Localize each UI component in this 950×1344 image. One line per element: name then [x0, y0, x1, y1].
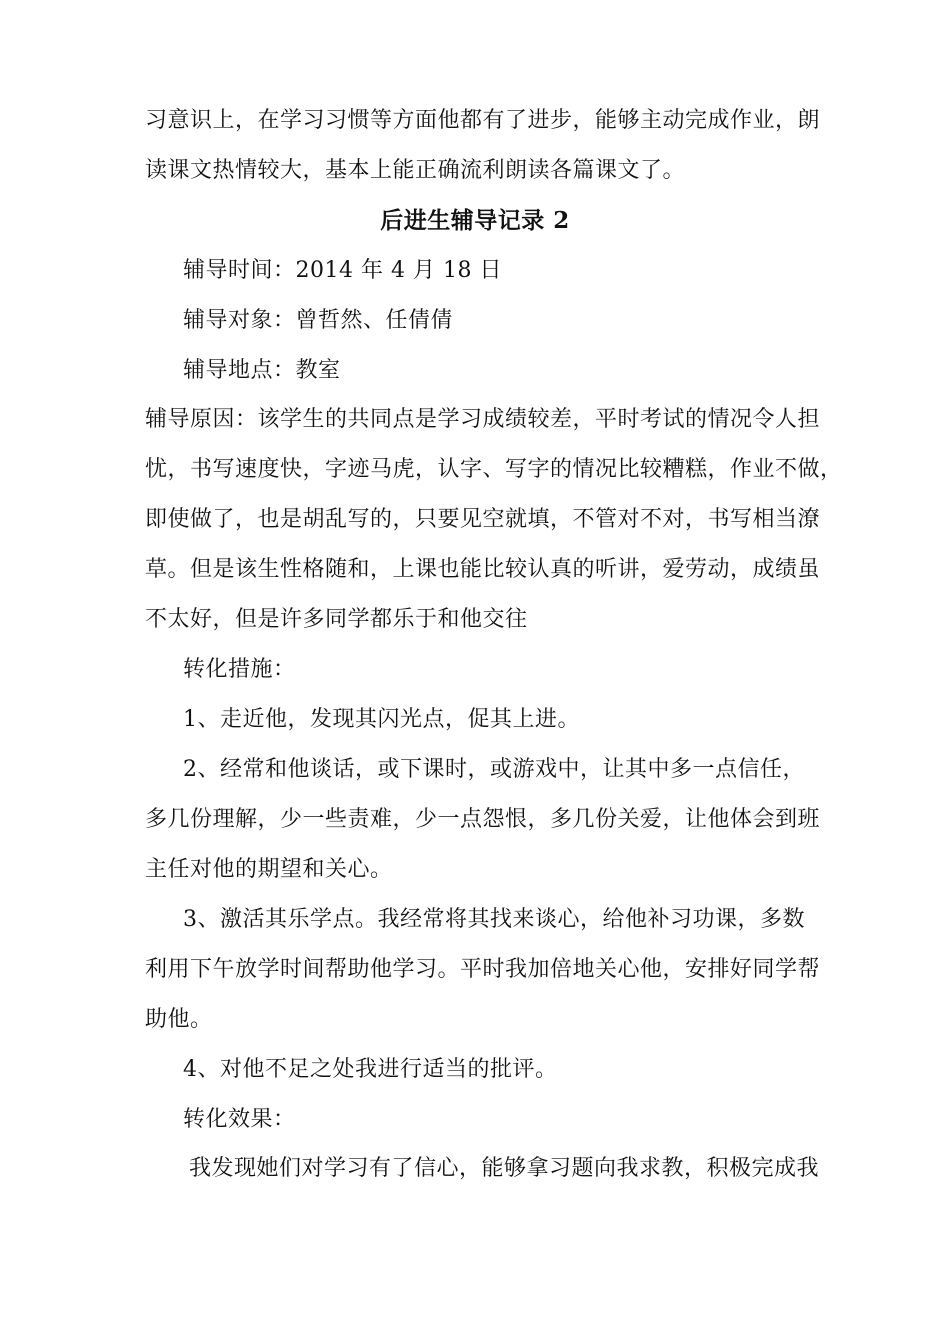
measures-heading: 转化措施：	[183, 657, 296, 682]
reason-line-3: 即使做了，也是胡乱写的，只要见空就填，不管对不对，书写相当潦	[145, 507, 821, 532]
info-place: 辅导地点：教室	[183, 358, 341, 383]
measure-3-line-2: 利用下午放学时间帮助他学习。平时我加倍地关心他，安排好同学帮	[145, 957, 821, 982]
effect-heading: 转化效果：	[183, 1107, 296, 1132]
info-time: 辅导时间：2014 年 4 月 18 日	[183, 258, 502, 283]
reason-line-2: 忧，书写速度快，字迹马虎，认字、写字的情况比较糟糕，作业不做，	[145, 457, 843, 482]
intro-line-1: 习意识上，在学习习惯等方面他都有了进步，能够主动完成作业，朗	[145, 108, 821, 133]
measure-1: 1、走近他，发现其闪光点，促其上进。	[183, 707, 580, 732]
measure-3-line-1: 3、激活其乐学点。我经常将其找来谈心，给他补习功课，多数	[183, 907, 805, 932]
measure-3-line-3: 助他。	[145, 1007, 213, 1032]
reason-line-4: 草。但是该生性格随和，上课也能比较认真的听讲，爱劳动，成绩虽	[145, 557, 821, 582]
reason-line-5: 不太好，但是许多同学都乐于和他交往	[145, 607, 528, 632]
measure-4: 4、对他不足之处我进行适当的批评。	[183, 1057, 558, 1082]
effect-line-1: 我发现她们对学习有了信心，能够拿习题向我求教，积极完成我	[189, 1156, 820, 1181]
measure-2-line-1: 2、经常和他谈话，或下课时，或游戏中，让其中多一点信任，	[183, 757, 805, 782]
intro-line-2: 读课文热情较大，基本上能正确流利朗读各篇课文了。	[145, 158, 686, 183]
measure-2-line-2: 多几份理解，少一些责难，少一点怨恨，多几份关爱，让他体会到班	[145, 807, 821, 832]
reason-line-1: 辅导原因：该学生的共同点是学习成绩较差，平时考试的情况令人担	[145, 407, 821, 432]
info-target: 辅导对象：曾哲然、任倩倩	[183, 308, 454, 333]
measure-2-line-3: 主任对他的期望和关心。	[145, 857, 393, 882]
section-title: 后进生辅导记录 2	[380, 207, 570, 234]
